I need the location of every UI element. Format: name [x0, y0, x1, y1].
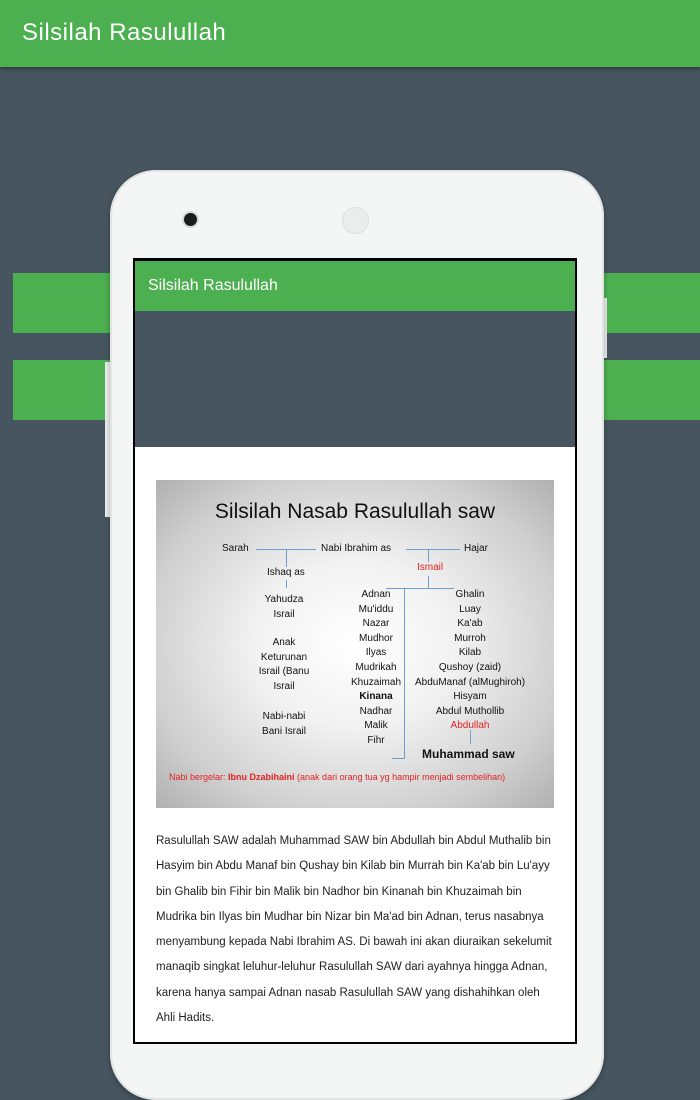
tree-node-muhammad: Muhammad saw: [422, 747, 515, 761]
inner-app-title: Silsilah Rasulullah: [148, 277, 278, 294]
tree-node-ibrahim: Nabi Ibrahim as: [321, 543, 392, 554]
family-tree-image: [156, 480, 554, 808]
phone-screen[interactable]: [133, 258, 577, 1044]
tree-node-nabi-nabi: Nabi-nabi Bani Israil: [262, 711, 306, 737]
tree-node-yahudza: Yahudza Israil: [264, 594, 304, 620]
tree-node-ishaq: Ishaq as: [267, 567, 305, 578]
tree-node-ismail: Ismail: [417, 562, 444, 573]
app-title: Silsilah Rasulullah: [22, 19, 227, 46]
screen-content[interactable]: [135, 261, 575, 1042]
figure-title: Silsilah Nasab Rasulullah saw: [214, 500, 496, 523]
sensor-icon: [342, 207, 369, 234]
tree-chain-left: Adnan Mu'iddu Nazar Mudhor Ilyas Mudrikah Khuzaimah Kinana Nadhar Malik Fihr: [350, 589, 402, 746]
camera-icon: [184, 213, 197, 226]
description-text: Rasulullah SAW adalah Muhammad SAW bin Abdullah bin Abdul Muthalib bin Hasyim bin Abdu Manaf bin Qushay bin Kilab bin Murrah bin Ka'ab bin Lu'ayy bin Ghalib bin Fihir bin Malik bin Nadhor bin Kinanah bin Khuzaimah bin Mudrika bin Ilyas bin Mudhar bin Nizar bin Ma'ad bin Adnan, terus nasabnya menyambung kepada Nabi Ibrahim AS. Di bawah ini akan diuraikan sekelumit manaqib singkat leluhur-leluhur Rasulullah SAW dari ayahnya hingga Adnan, karena hanya sampai Adnan nasab Rasulullah SAW yang dishahihkan oleh Ahli Hadits.: [156, 835, 552, 1025]
tree-node-keturunan: Anak Keturunan Israil (Banu Israil: [258, 637, 310, 692]
header-banner: [135, 311, 575, 447]
app-bar: [0, 0, 700, 67]
inner-app-bar: [135, 261, 575, 311]
figure-footnote: Nabi bergelar: Ibnu Dzabihaini (anak dari orang tua yg hampir menjadi sembelihan): [169, 772, 506, 782]
tree-chain-right: Ghalin Luay Ka'ab Murroh Kilab Qushoy (zaid) AbduManaf (alMughiroh) Hisyam Abdul Muthollib Abdullah: [414, 589, 526, 732]
tree-node-hajar: Hajar: [464, 543, 488, 554]
tree-node-sarah: Sarah: [222, 543, 249, 554]
